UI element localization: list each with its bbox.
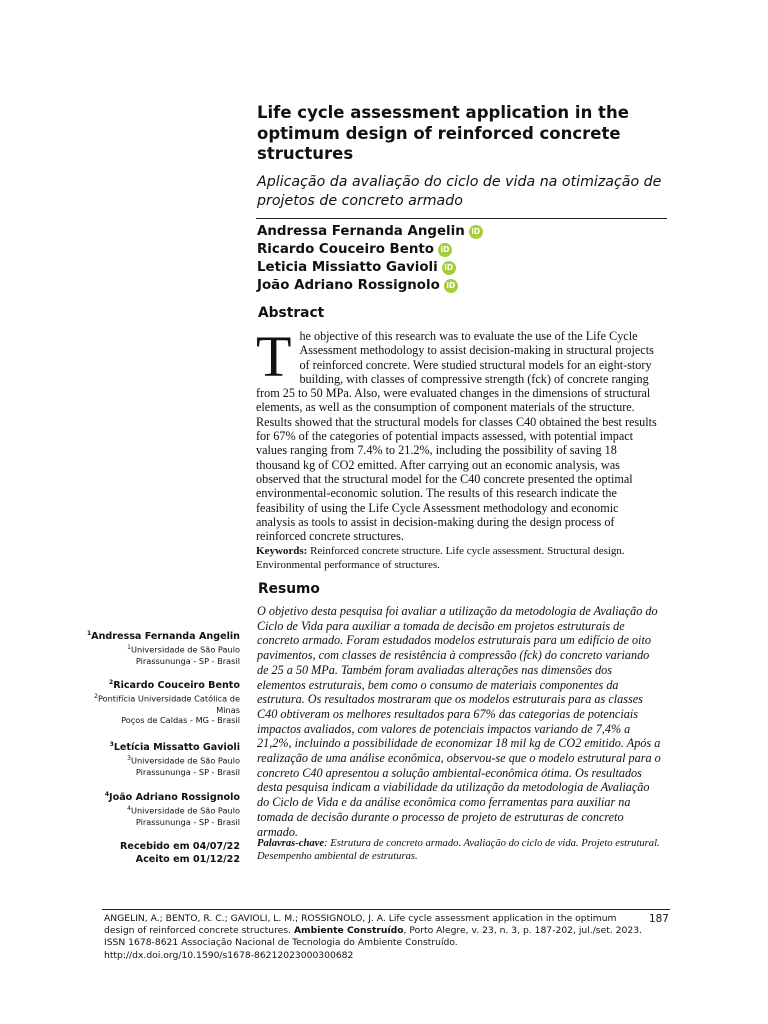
author-line	[257, 222, 483, 242]
resumo-heading: Resumo	[258, 581, 320, 597]
author-line	[257, 276, 458, 296]
affiliation: $^1$Andressa Fernanda Angelin $^1$Universidade de São Paulo Pirassununga - SP - Brasil	[86, 630, 240, 666]
resumo-body: O objetivo desta pesquisa foi avaliar a utilização da metodologia de Avaliação do Ciclo de Vida para auxiliar a tomada de decisão em projetos estruturais de concreto armado. Foram estudados modelos estruturais para um edifício de oito pavimentos, com classes de resistência à compressão (fck) do concreto variando de 25 a 50 MPa. Também foram avaliadas alterações nas dimensões dos elementos estruturais, bem como o consumo de materiais componentes da estrutura. Os resultados mostraram que os modelos estruturais para as classes C40 obtiveram os melhores resultados para 67% das categorias de potenciais impactos avaliados, com valores de potenciais impactos variando de 7,4% a 21,2%, incluindo a possibilidade de economizar 18 mil kg de CO2 emitido. Após a realização de uma análise econômica, observou-se que o modelo estrutural para o concreto C40 apresentou a solução ambiental-econômica ótima. Os resultados desta pesquisa indicam a viabilidade da utilização da metodologia de Avaliação do Ciclo de Vida e da análise econômica como ferramentas para auxiliar na tomada de decisão durante o processo de projeto de estruturas de concreto armado.	[257, 604, 661, 839]
affiliation-name: Ricardo Couceiro Bento	[113, 680, 240, 692]
drop-cap: T	[256, 324, 292, 389]
submission-dates	[120, 840, 240, 866]
doi-link[interactable]: http://dx.doi.org/10.1590/s1678-86212023000300682	[104, 949, 354, 961]
accepted-date: Aceito em 01/12/22	[135, 854, 240, 865]
abstract-text: he objective of this research was to evaluate the use of the Life Cycle Assessment methodology to assist decision-making in structural projects of reinforced concrete. Were studied structural models for an eight-story building, with classes of compressive strength (fck) of concrete ranging from 25 to 50 MPa. Also, were evaluated changes in the dimensions of structural elements, as well as the consumption of component materials of the structure. Results showed that the structural models for classes C40 obtained the best results for 67% of the categories of potential impacts assessed, with potential impact values ranging from 7.4% to 21.2%, including the possibility of saving 18 thousand kg of CO2 emitted. After carrying out an economic analysis, was observed that the structural model for the C40 concrete presented the optimal environmental-economic solution. The results of this research indicate the feasibility of using the Life Cycle Assessment methodology and economic analysis as tools to assist in decision-making during the design process of reinforced concrete structures.	[256, 329, 657, 544]
palavras-chave-text: : Estrutura de concreto armado. Avaliação do ciclo de vida. Projeto estrutural. Desempenho ambiental de estruturas.	[257, 838, 660, 863]
article-title: Life cycle assessment application in the optimum design of reinforced concrete structures	[257, 103, 629, 163]
author-name: Leticia Missiatto Gavioli	[257, 260, 438, 275]
orcid-icon[interactable]: iD	[438, 243, 452, 257]
received-date: Recebido em 04/07/22	[120, 841, 240, 852]
abstract-heading: Abstract	[258, 305, 325, 321]
issn-line: ISSN 1678-8621 Associação Nacional de Tecnologia do Ambiente Construído.	[104, 937, 458, 949]
journal-name: Ambiente Construído	[293, 925, 404, 937]
article-subtitle: Aplicação da avaliação do ciclo de vida na otimização de projetos de concreto armado	[257, 174, 662, 209]
page-number: 187	[649, 913, 669, 925]
orcid-icon[interactable]: iD	[444, 279, 458, 293]
footer-divider	[102, 909, 670, 910]
author-name: Ricardo Couceiro Bento	[257, 242, 434, 257]
author-name: Andressa Fernanda Angelin	[257, 224, 465, 239]
keywords-label: Keywords:	[256, 545, 308, 557]
affiliation: $^2$Ricardo Couceiro Bento $^2$Pontifícia Universidade Católica de Minas Poços de Caldas - MG - Brasil	[94, 679, 240, 726]
affiliation-name: Andressa Fernanda Angelin	[91, 631, 240, 643]
author-line	[257, 258, 456, 278]
palavras-chave-label: Palavras-chave	[257, 838, 325, 849]
affiliation: $^4$João Adriano Rossignolo $^4$Universidade de São Paulo Pirassununga - SP - Brasil	[104, 791, 240, 827]
affiliation-name: Letícia Missatto Gavioli	[113, 742, 240, 754]
keywords	[256, 545, 660, 572]
palavras-chave	[257, 837, 661, 864]
author-line	[257, 240, 452, 260]
affiliation-name: João Adriano Rossignolo	[109, 792, 240, 804]
abstract-body	[256, 324, 660, 544]
header-divider	[256, 218, 667, 219]
citation-authors: ANGELIN, A.; BENTO, R. C.; GAVIOLI, L. M.; ROSSIGNOLO, J. A. Life cycle assessment application in the optimum design of reinforced concrete structures.	[104, 913, 617, 937]
affiliation: $^3$Letícia Missatto Gavioli $^3$Universidade de São Paulo Pirassununga - SP - Brasil	[109, 741, 240, 777]
orcid-icon[interactable]: iD	[469, 225, 483, 239]
author-name: João Adriano Rossignolo	[257, 278, 440, 293]
citation-details: , Porto Alegre, v. 23, n. 3, p. 187-202, jul./set. 2023.	[403, 925, 642, 937]
citation	[104, 913, 644, 962]
keywords-text: Reinforced concrete structure. Life cycle assessment. Structural design. Environmental performance of structures.	[256, 545, 625, 571]
orcid-icon[interactable]: iD	[442, 261, 456, 275]
